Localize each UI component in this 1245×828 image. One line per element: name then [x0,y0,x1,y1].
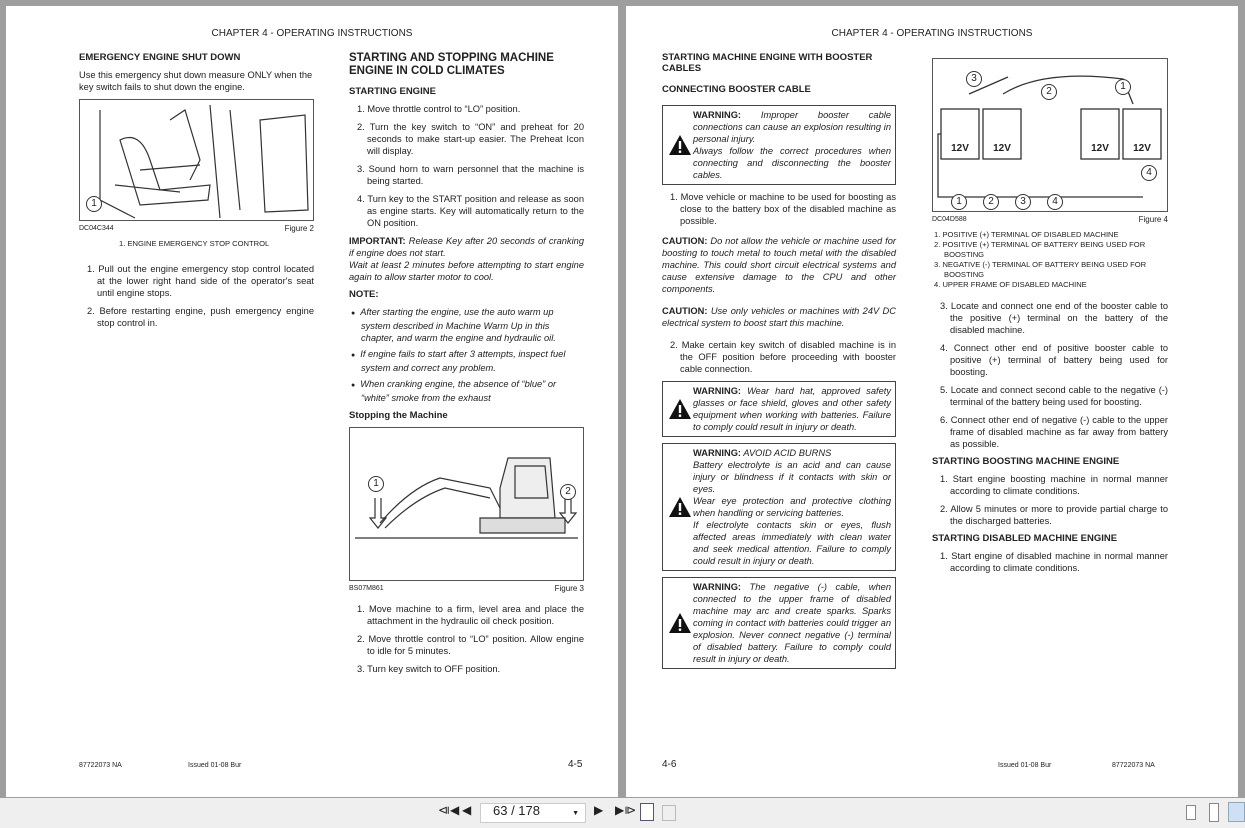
warning-icon [667,581,693,665]
booster-section [662,52,896,675]
warning-label: WARNING: [693,448,742,458]
battery-label: 12V [1133,143,1151,154]
steps-list [662,339,896,375]
seat-illustration [80,100,313,220]
important-text: Release Key after 20 seconds of cranking if engine does not start. [349,236,584,258]
step: 3. Locate and connect one end of the booster cable to the positive (+) terminal on the battery of the disabled machine. [940,301,1168,335]
caution-text: Do not allow the vehicle or machine used for boosting to touch metal to touch metal with the disabled machine. This could short circuit electrical systems and cause extensive damage to the CPU and other components. [662,236,896,294]
footer-issued: Issued 01-08 Bur [188,762,242,769]
figure-2 [79,99,314,221]
warning-label: WARNING: [693,110,742,120]
step: 2. Make certain key switch of disabled machine is in the OFF position before proceeding with booster cable connection. [670,340,896,374]
footer-issued: Issued 01-08 Bur [998,762,1052,769]
footer-part-number: 87722073 NA [1112,762,1155,769]
viewer-toolbar [0,798,1245,828]
figure-code: DC04C344 [79,225,114,232]
next-page-button[interactable]: ▶ [594,803,604,817]
steps-list [79,263,314,329]
step: 1. Start engine of disabled machine in normal manner according to climate conditions. [940,551,1168,573]
last-page-button[interactable]: ▶⧐ [615,803,637,817]
steps-list [932,550,1168,574]
warning-text: Wear eye protection and protective clothing when handling or servicing batteries. [693,496,891,518]
figure-label: Figure 3 [554,584,584,593]
step: 6. Connect other end of negative (-) cable to the upper frame of disabled machine as far away from battery as possible. [940,415,1168,449]
pdf-page-right [626,6,1238,797]
figure-3 [349,427,584,581]
warning-icon [667,109,693,181]
important-note [349,235,584,283]
warning-text: AVOID ACID BURNS [743,448,832,458]
warning-icon [667,385,693,433]
warning-text: Always follow the correct procedures when connecting and disconnecting the booster cables. [693,146,891,180]
figure-code: BS07M861 [349,585,384,592]
step: 2. Move throttle control to “LO” position. Allow engine to idle for 5 minutes. [357,634,584,656]
warning-label: WARNING: [693,386,742,396]
section-title: EMERGENCY ENGINE SHUT DOWN [79,52,241,63]
subsection-title: Stopping the Machine [349,410,448,421]
pdf-page-left [6,6,618,797]
paragraph: Use this emergency shut down measure ONLY when the key switch fails to shut down the engine. [79,70,313,92]
steps-list [349,603,584,675]
page-number: 4-6 [662,759,677,770]
chevron-down-icon: ▼ [572,810,579,817]
section-title: STARTING MACHINE ENGINE WITH BOOSTER CABLES [662,52,873,74]
figure-caption [349,583,584,595]
callout-3: 3 [1015,194,1031,210]
step: 4. Turn key to the START position and release as soon as engine starts. Key will automatically return to the ON position. [357,194,584,228]
figure-caption [79,223,314,235]
page-indicator: 63 / 178 [493,803,540,818]
warning-icon [667,447,693,567]
step: 1. Move vehicle or machine to be used for boosting as close to the battery box of the disabled machine as possible. [670,192,896,226]
note-item: ● After starting the engine, use the auto warm up system described in Machine Warm Up in this chapter, and warm the engine and hydraulic oil. [349,306,584,344]
warning-box [662,381,896,437]
cold-climate-section [349,52,584,681]
step: 1. Move throttle control to “LO” position. [357,104,521,114]
legend-item: 4. UPPER FRAME OF DISABLED MACHINE [934,280,1087,289]
warning-box [662,105,896,185]
subsection-title: STARTING BOOSTING MACHINE ENGINE [932,456,1120,467]
battery-label: 12V [1091,143,1109,154]
callout-2: 2 [560,484,576,500]
caution-label: CAUTION: [662,236,708,246]
warning-label: WARNING: [693,582,742,592]
chapter-header: CHAPTER 4 - OPERATING INSTRUCTIONS [831,28,1033,39]
callout-3: 3 [966,71,982,87]
copy-icon[interactable] [640,803,654,821]
callout-2: 2 [983,194,999,210]
emergency-section [79,52,314,335]
steps-list [932,473,1168,527]
warning-text: Battery electrolyte is an acid and can cause injury or blindness if it contacts with skin or eyes. [693,460,891,494]
figure-legend [932,230,1168,290]
battery-label: 12V [951,143,969,154]
step: 4. Connect other end of positive booster cable to positive (+) terminal of battery being used for boosting. [940,343,1168,377]
caution-text: Use only vehicles or machines with 24V DC electrical system to boost start this machine. [662,306,896,328]
step: 3. Turn key switch to OFF position. [357,664,501,674]
legend-item: 1. ENGINE EMERGENCY STOP CONTROL [119,239,270,248]
callout-2: 2 [1041,84,1057,100]
step: 3. Sound horn to warn personnel that the machine is being started. [357,164,584,186]
steps-list [932,300,1168,450]
page-number: 4-5 [568,759,583,770]
step: 1. Pull out the engine emergency stop control located at the lower right hand side of the operator's seat until engine stops. [87,264,314,298]
step: 2. Before restarting engine, push emergency engine stop control in. [87,306,314,328]
warning-box [662,443,896,571]
previous-page-button[interactable]: ◀ [462,803,472,817]
first-page-button[interactable]: ⧏◀ [438,803,460,817]
callout-1: 1 [951,194,967,210]
callout-4: 4 [1047,194,1063,210]
page-selector[interactable] [480,803,586,823]
warning-text: Wear hard hat, approved safety glasses or face shield, gloves and other safety equipment when working with batteries. Failure to comply could result in injury or death. [693,386,891,432]
warning-text: If electrolyte contacts skin or eyes, flush affected areas immediately with clean water and seek medical attention. Failure to comply could result in injury or death. [693,520,891,566]
important-label: IMPORTANT: [349,236,406,246]
callout-4: 4 [1141,165,1157,181]
callout-1: 1 [86,196,102,212]
caution-label: CAUTION: [662,306,708,316]
two-page-view-icon[interactable] [1228,802,1245,822]
legend-item: 1. POSITIVE (+) TERMINAL OF DISABLED MACHINE [934,230,1119,239]
step: 2. Allow 5 minutes or more to provide partial charge to the discharged batteries. [940,504,1168,526]
section-title: STARTING AND STOPPING MACHINE ENGINE IN COLD CLIMATES [349,52,554,77]
step: 2. Turn the key switch to “ON” and preheat for 20 seconds to make start-up easier. The Preheat Icon will display. [357,122,584,156]
callout-1: 1 [368,476,384,492]
step: 1. Start engine boosting machine in normal manner according to climate conditions. [940,474,1168,496]
warning-box [662,577,896,669]
callout-1: 1 [1115,79,1131,95]
legend-item: 3. NEGATIVE (-) TERMINAL OF BATTERY BEING USED FOR BOOSTING [934,260,1147,279]
caution-note [662,305,896,329]
battery-label: 12V [993,143,1011,154]
steps-list [349,103,584,229]
steps-list [662,191,896,227]
footer-part-number: 87722073 NA [79,762,122,769]
note-item: ● When cranking engine, the absence of “blue” or “white” smoke from the exhaust [349,378,584,404]
continuous-view-icon[interactable] [1209,803,1219,822]
chapter-header: CHAPTER 4 - OPERATING INSTRUCTIONS [211,28,413,39]
legend-item: 2. POSITIVE (+) TERMINAL OF BATTERY BEING USED FOR BOOSTING [934,240,1146,259]
note-label: NOTE: [349,289,379,300]
notes-list [349,306,584,404]
figure-label: Figure 4 [1138,215,1168,224]
important-text: Wait at least 2 minutes before attempting to start engine again to allow starter motor to cool. [349,260,584,282]
subsection-title: STARTING DISABLED MACHINE ENGINE [932,533,1118,544]
warning-text: The negative (-) cable, when connected to the upper frame of disabled machine may arc and create sparks. Sparks coming in contact with batteries could trigger an explosion. Never connect negative (-) terminal of disabled battery. Failure to comply could result in injury or death. [693,582,891,664]
figure-legend [79,239,314,249]
step: 1. Move machine to a firm, level area and place the attachment in the hydraulic oil check position. [357,604,584,626]
subsection-title: CONNECTING BOOSTER CABLE [662,84,811,95]
paste-icon[interactable] [662,805,676,821]
warning-text: Improper booster cable connections can cause an explosion resulting in personal injury. [693,110,891,144]
note-item: ● If engine fails to start after 3 attempts, inspect fuel system and correct any problem. [349,348,584,374]
figure-label: Figure 2 [284,224,314,233]
figure-caption [932,214,1168,226]
single-page-view-icon[interactable] [1186,805,1196,820]
subsection-title: STARTING ENGINE [349,86,436,97]
step: 5. Locate and connect second cable to the negative (-) terminal of the battery being used for boosting. [940,385,1168,407]
excavator-illustration [350,428,583,580]
booster-steps-column [932,58,1168,580]
figure-code: DC04D588 [932,216,967,223]
figure-4 [932,58,1168,212]
caution-note [662,235,896,295]
